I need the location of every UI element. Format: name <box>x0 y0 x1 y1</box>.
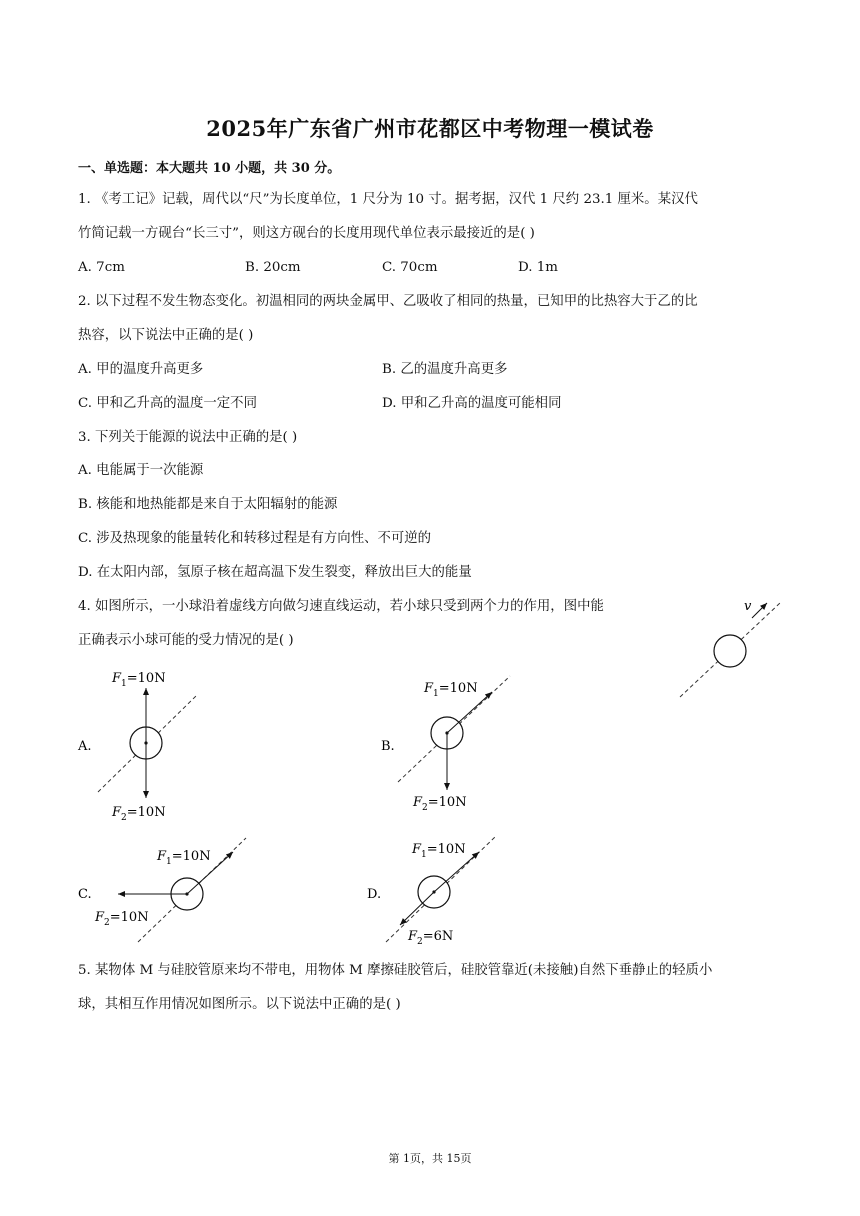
q1-option-a: A. 7cm <box>78 260 125 275</box>
f1-label: $F_1=10N$ <box>112 671 166 689</box>
q5-stem-line1: 5. 某物体 M 与硅胶管原来均不带电，用物体 M 摩擦硅胶管后，硅胶管靠近(未接触)自然下垂静止的轻质小 <box>78 963 713 978</box>
diagram-c <box>78 838 246 942</box>
option-label-d: D. <box>367 887 382 902</box>
f1-label: $F_1=10N$ <box>424 681 478 699</box>
option-label-b: B. <box>381 739 395 754</box>
f2-label: $F_2=6N$ <box>408 929 454 947</box>
f1-label: $F_1=10N$ <box>412 842 466 860</box>
q1-option-d: D. 1m <box>518 260 558 275</box>
section-heading: 一、单选题：本大题共 10 小题，共 30 分。 <box>78 161 341 176</box>
q1-option-c: C. 70cm <box>382 260 438 275</box>
page-footer: 第 1页，共 15页 <box>388 1152 472 1165</box>
q2-stem-line1: 2. 以下过程不发生物态变化。初温相同的两块金属甲、乙吸收了相同的热量，已知甲的比热容大于乙的比 <box>78 294 698 309</box>
q2-option-c: C. 甲和乙升高的温度一定不同 <box>78 396 257 411</box>
q4-stem-line1: 4. 如图所示，一小球沿着虚线方向做匀速直线运动，若小球只受到两个力的作用，图中能 <box>78 599 604 614</box>
q3-option-b: B. 核能和地热能都是来自于太阳辐射的能源 <box>78 497 338 512</box>
q3-option-d: D. 在太阳内部，氢原子核在超高温下发生裂变，释放出巨大的能量 <box>78 565 472 580</box>
f2-label: $F_2=10N$ <box>112 805 166 823</box>
force-f1-arrow <box>447 692 492 733</box>
force-f2-arrow <box>400 892 434 925</box>
q5-stem-line2: 球，其相互作用情况如图所示。以下说法中正确的是( ) <box>78 997 401 1012</box>
q1-stem-line2: 竹简记载一方砚台“长三寸”，则这方砚台的长度用现代单位表示最接近的是( ) <box>78 226 535 241</box>
option-label-a: A. <box>78 739 92 754</box>
q2-option-d: D. 甲和乙升高的温度可能相同 <box>382 396 562 411</box>
q2-option-a: A. 甲的温度升高更多 <box>78 362 204 377</box>
f2-label: $F_2=10N$ <box>413 795 467 813</box>
q3-option-a: A. 电能属于一次能源 <box>78 463 204 478</box>
q2-option-b: B. 乙的温度升高更多 <box>382 362 508 377</box>
diagram-a <box>77 671 196 823</box>
q1-option-b: B. 20cm <box>245 260 301 275</box>
diagram-b <box>381 676 510 813</box>
q2-stem-line2: 热容，以下说法中正确的是( ) <box>78 328 254 343</box>
q3-stem: 3. 下列关于能源的说法中正确的是( ) <box>78 430 298 445</box>
q3-option-c: C. 涉及热现象的能量转化和转移过程是有方向性、不可逆的 <box>78 531 432 546</box>
velocity-arrow <box>752 603 767 618</box>
page-title: 2025年广东省广州市花都区中考物理一模试卷 <box>206 116 654 141</box>
q4-stem-line2: 正确表示小球可能的受力情况的是( ) <box>78 633 294 648</box>
q1-stem-line1: 1. 《考工记》记载，周代以“尺”为长度单位，1 尺分为 10 寸。据考据，汉代 1 尺约 23.1 厘米。某汉代 <box>78 192 698 207</box>
reference-figure <box>680 599 780 697</box>
diagram-d <box>367 836 496 947</box>
option-label-c: C. <box>78 887 92 902</box>
f1-label: $F_1=10N$ <box>157 849 211 867</box>
ball <box>714 635 746 667</box>
velocity-label: v <box>744 599 752 614</box>
f2-label: $F_2=10N$ <box>95 910 149 928</box>
force-f1-arrow <box>434 852 479 892</box>
